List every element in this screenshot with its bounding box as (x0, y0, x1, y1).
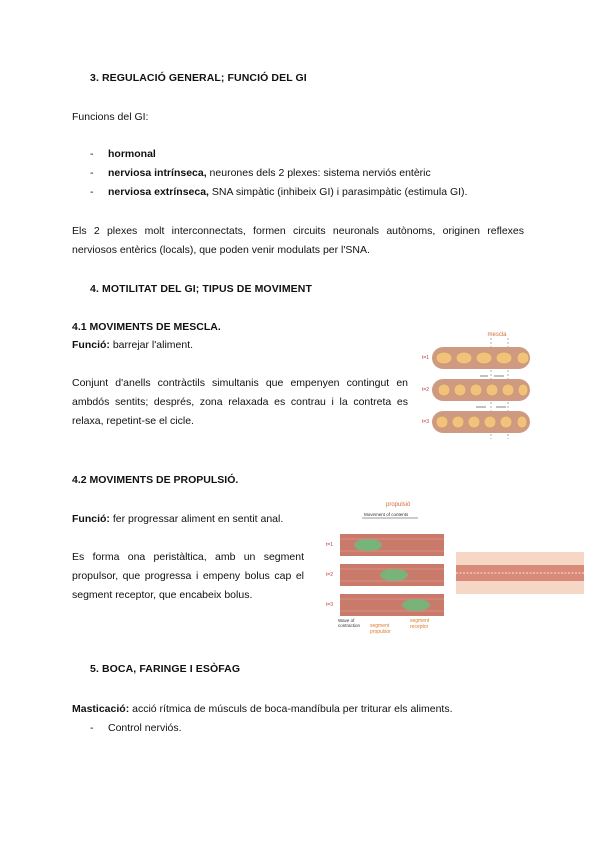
mastication-line (72, 700, 453, 719)
subsection-4-2-title: 4.2 MOVIMENTS DE PROPULSIÓ. (72, 474, 239, 486)
movement-label: Movement of contents (364, 512, 409, 517)
esophagus-image (456, 552, 584, 594)
functions-intro: Funcions del GI: (72, 111, 149, 123)
bullet-nervous-control: - Control nerviós. (90, 722, 182, 734)
function-text: barrejar l'aliment. (109, 339, 194, 351)
bullet-bold: hormonal (108, 148, 156, 160)
section-5-heading: 5. BOCA, FARINGE I ESÒFAG (90, 663, 241, 675)
wave-label-1: Wave of (338, 618, 355, 623)
seg-rec-label-2: receptor (410, 624, 429, 630)
propulsion-paragraph: Es forma ona peristàltica, amb un segment propulsor, que progressa i empeny bolus cap el segment receptor, que encabeix bolus. (72, 551, 304, 601)
time-label-3: t=3 (326, 602, 334, 608)
time-label-2: t=2 (422, 387, 430, 393)
time-label-3: t=3 (422, 419, 430, 425)
bullet-extrinsic: - nerviosa extrínseca, SNA simpàtic (inhibeix GI) i parasimpàtic (estimula GI). (90, 186, 468, 198)
function-label: Funció: (72, 339, 110, 351)
propulsion-label: propulsió (386, 502, 411, 508)
subsection-4-1-title: 4.1 MOVIMENTS DE MESCLA. (72, 321, 221, 333)
mastication-label: Masticació: (72, 703, 130, 715)
section-3-heading: 3. REGULACIÓ GENERAL; FUNCIÓ DEL GI (90, 72, 307, 84)
bullet-text: neurones dels 2 plexes: sistema nerviós entèric (206, 167, 431, 179)
bullet-text: Control nerviós. (108, 722, 182, 734)
bolus (402, 599, 430, 611)
time-label-2: t=2 (326, 572, 334, 578)
bolus (354, 539, 382, 551)
propulsion-diagram (322, 500, 448, 640)
mixing-paragraph: Conjunt d'anells contràctils simultanis que empenyen contingut en ambdós sentits; després, zona relaxada es contrau i la contreta es relaxa, repetint-se el cicle. (72, 377, 408, 427)
bolus (380, 569, 408, 581)
seg-rec-label-1: segment (410, 618, 430, 624)
section-4-heading: 4. MOTILITAT DEL GI; TIPUS DE MOVIMENT (90, 283, 312, 295)
function-label: Funció: (72, 513, 110, 525)
bullet-bold: nerviosa intrínseca, (108, 167, 207, 179)
bullet-text: SNA simpàtic (inhibeix GI) i parasimpàtic (estimula GI). (208, 186, 468, 198)
mixing-function (72, 336, 193, 355)
mixing-diagram (420, 327, 530, 439)
bullet-bold: nerviosa extrínseca, (108, 186, 209, 198)
time-label-1: t=1 (422, 355, 430, 361)
wave-label-2: contraction (338, 623, 361, 628)
seg-prop-label-2: propulsor (370, 629, 391, 635)
bullet-hormonal: - hormonal (90, 148, 156, 160)
plexes-paragraph: Els 2 plexes molt interconnectats, formen circuits neuronals autònoms, originen reflexes nerviosos entèrics (locals), que poden venir modulats per l'SNA. (72, 225, 524, 256)
propulsion-function (72, 510, 283, 529)
mastication-text: acció rítmica de músculs de boca-mandíbula per triturar els aliments. (129, 703, 453, 715)
bullet-intrinsic: - nerviosa intrínseca, neurones dels 2 plexes: sistema nerviós entèric (90, 167, 431, 179)
time-label-1: t=1 (326, 542, 334, 548)
seg-prop-label-1: segment (370, 623, 390, 629)
function-text: fer progressar aliment en sentit anal. (109, 513, 284, 525)
mixing-label: mescla (487, 332, 507, 338)
